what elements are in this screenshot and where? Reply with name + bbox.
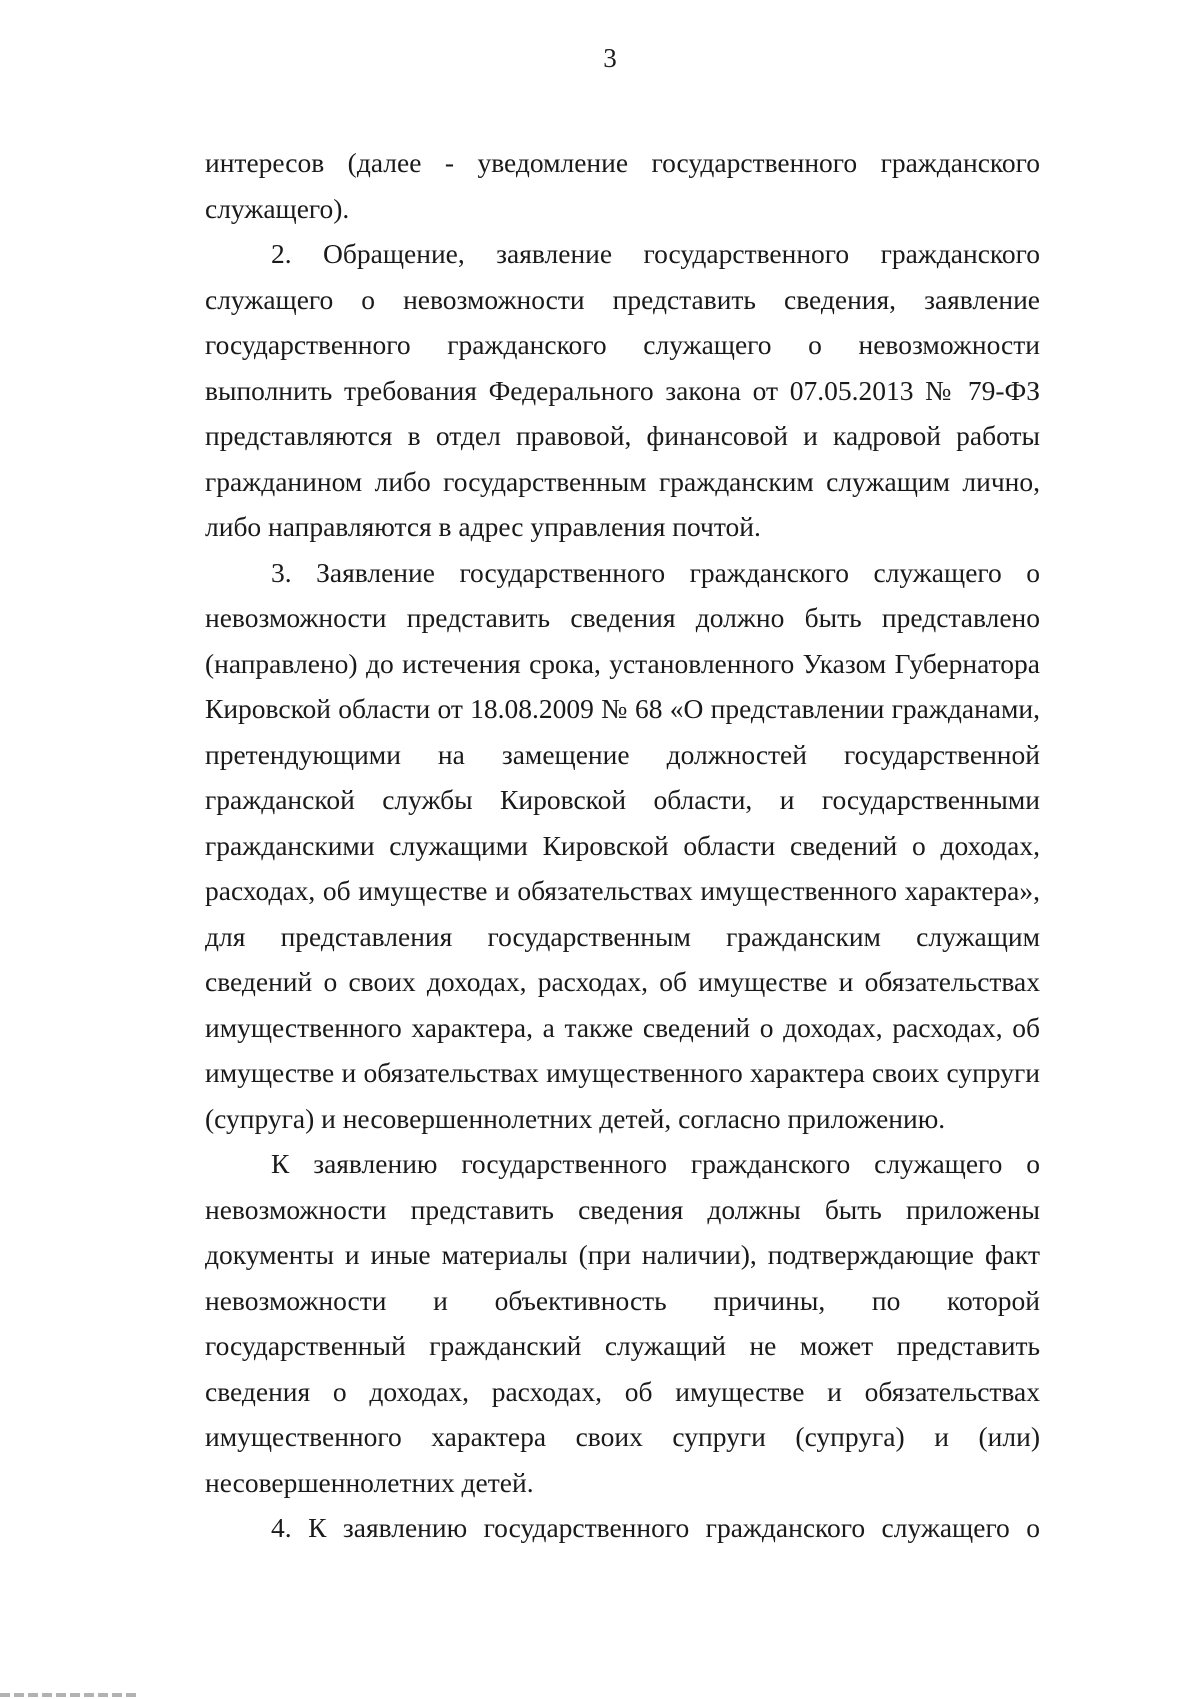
paragraph-item-4: 4. К заявлению государственного гражданского служащего о (271, 1512, 1040, 1543)
paragraph-continuation: интересов (далее - уведомление государственного гражданского служащего). (205, 147, 1040, 224)
document-body (205, 140, 1040, 1551)
paragraph-item-3: 3. Заявление государственного гражданского служащего о невозможности представить сведения должно быть представлено (направлено) до истечения срока, установленного Указом Губернатора Кировской области от 18.08.2009 № 68 «О представлении гражданами, претендующими на замещение должностей государственной гражданской службы Кировской области, и государственными гражданскими служащими Кировской области сведений о доходах, расходах, об имуществе и обязательствах имущественного характера», для представления государственным гражданским служащим сведений о своих доходах, расходах, об имуществе и обязательствах имущественного характера, а также сведений о доходах, расходах, об имуществе и обязательствах имущественного характера своих супруги (супруга) и несовершеннолетних детей, согласно приложению. (205, 556, 1040, 1134)
page-number: 3 (603, 43, 617, 73)
footer-scan-artifact (0, 1693, 140, 1697)
paragraph-attachment-note: К заявлению государственного гражданского служащего о невозможности представить сведения должны быть приложены документы и иные материалы (при наличии), подтверждающие факт невозможности и объективность причины, по которой государственный гражданский служащий не может представить сведения о доходах, расходах, об имуществе и обязательствах имущественного характера своих супруги (супруга) и (или) несовершеннолетних детей. (205, 1148, 1040, 1498)
paragraph-item-2: 2. Обращение, заявление государственного гражданского служащего о невозможности представить сведения, заявление государственного гражданского служащего о невозможности выполнить требования Федерального закона от 07.05.2013 № 79-ФЗ представляются в отдел правовой, финансовой и кадровой работы гражданином либо государственным гражданским служащим лично, либо направляются в адрес управления почтой. (205, 238, 1040, 542)
